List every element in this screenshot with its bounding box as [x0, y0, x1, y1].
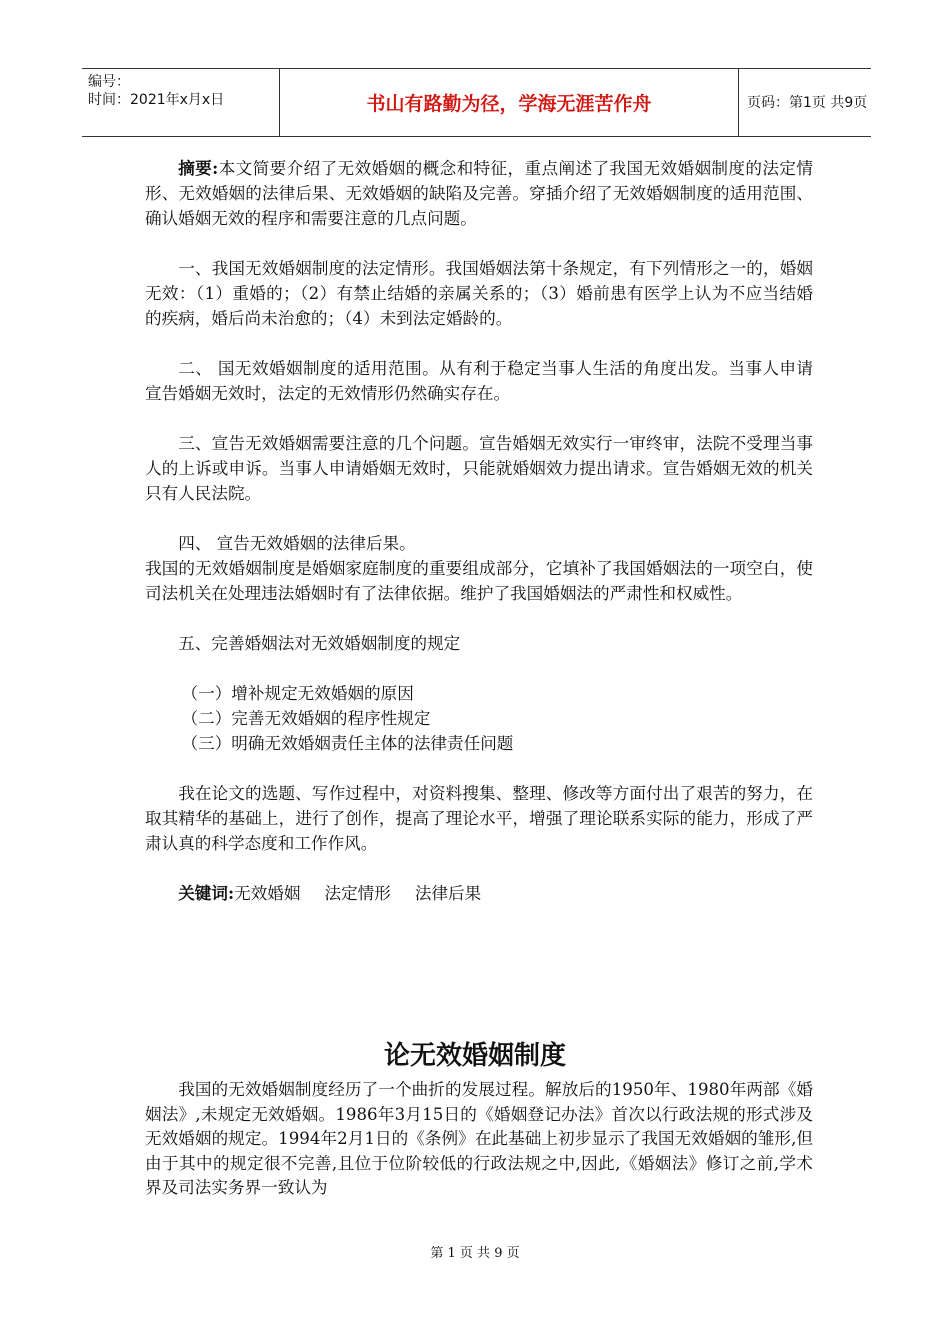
page-footer: 第 1 页 共 9 页: [430, 1246, 520, 1261]
header-motto-cell: [280, 69, 739, 136]
header-page-cell: [739, 69, 871, 136]
header-meta-cell: [82, 69, 280, 136]
abstract-section: [145, 156, 813, 906]
section-5-item: （一）增补规定无效婚姻的原因: [181, 684, 414, 703]
document-header: [82, 68, 871, 137]
article-title: 论无效婚姻制度: [383, 1041, 566, 1071]
keyword-item: 法律后果: [414, 884, 482, 903]
keywords-label: 关键词:: [178, 883, 235, 903]
section-5-item: （三）明确无效婚姻责任主体的法律责任问题: [181, 734, 514, 753]
reflection-paragraph: 我在论文的选题、写作过程中，对资料搜集、整理、修改等方面付出了艰苦的努力，在取其精华的基础上，进行了创作，提高了理论水平，增强了理论联系实际的能力，形成了严肃认真的科学态度和工作作风。: [145, 784, 813, 853]
section-4-title: 四、 宣告无效婚姻的法律后果。: [178, 534, 416, 553]
article-body: [145, 1078, 813, 1201]
section-3-paragraph: 三、宣告无效婚姻需要注意的几个问题。宣告婚姻无效实行一审终审，法院不受理当事人的上诉或申诉。当事人申请婚姻无效时，只能就婚姻效力提出请求。宣告婚姻无效的机关只有人民法院。: [145, 434, 813, 503]
article-paragraph: 我国的无效婚姻制度经历了一个曲折的发展过程。解放后的1950年、1980年两部《婚姻法》,未规定无效婚姻。1986年3月15日的《婚姻登记办法》首次以行政法规的形式涉及无效婚姻的规定。1994年2月1日的《条例》在此基础上初步显示了我国无效婚姻的雏形,但由于其中的规定很不完善,且位于位阶较低的行政法规之中,因此,《婚姻法》修订之前,学术界及司法实务界一致认为: [145, 1080, 813, 1197]
page-info: 页码：第1页 共9页: [747, 95, 868, 111]
abstract-paragraph: [145, 156, 813, 231]
motto-text: 书山有路勤为径，学海无涯苦作舟: [366, 93, 652, 115]
section-5-title: 五、完善婚姻法对无效婚姻制度的规定: [178, 634, 461, 653]
section-1-paragraph: 一、我国无效婚姻制度的法定情形。我国婚姻法第十条规定，有下列情形之一的，婚姻无效：（1）重婚的；（2）有禁止结婚的亲属关系的；（3）婚前患有医学上认为不应当结婚的疾病，婚后尚未治愈的；（4）未到法定婚龄的。: [145, 259, 813, 328]
keyword-item: 法定情形: [324, 884, 391, 903]
section-2-paragraph: 二、 国无效婚姻制度的适用范围。从有利于稳定当事人生活的角度出发。当事人申请宣告婚姻无效时，法定的无效情形仍然确实存在。: [145, 359, 813, 403]
abstract-label: 摘要:: [178, 158, 219, 178]
keyword-item: 无效婚姻: [234, 884, 301, 903]
number-label: 编号：: [88, 74, 130, 90]
abstract-text: 本文简要介绍了无效婚姻的概念和特征，重点阐述了我国无效婚姻制度的法定情形、无效婚姻的法律后果、无效婚姻的缺陷及完善。穿插介绍了无效婚姻制度的适用范围、确认婚姻无效的程序和需要注意的几点问题。: [145, 159, 813, 228]
keywords-line: [145, 881, 813, 906]
section-4-body: 我国的无效婚姻制度是婚姻家庭制度的重要组成部分，它填补了我国婚姻法的一项空白，使司法机关在处理违法婚姻时有了法律依据。维护了我国婚姻法的严肃性和权威性。: [145, 559, 813, 603]
time-label: 时间：2021年x月x日: [88, 92, 225, 108]
section-5-item: （二）完善无效婚姻的程序性规定: [181, 709, 431, 728]
